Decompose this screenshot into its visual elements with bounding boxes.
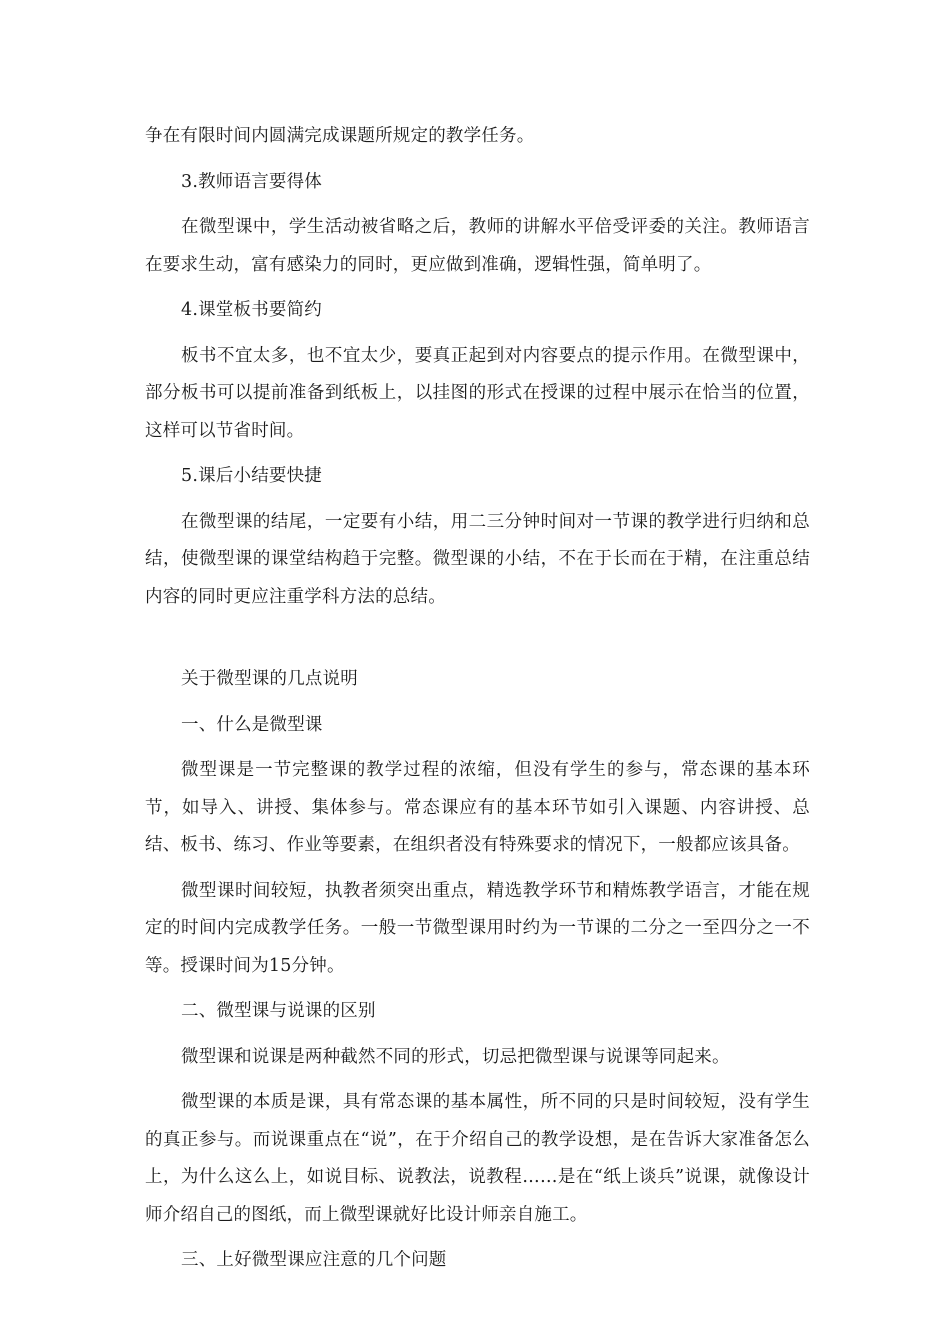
paragraph-what-is-2: 微型课时间较短，执教者须突出重点，精选教学环节和精炼教学语言，才能在规定的时间内完成教学任务。一般一节微型课用时约为一节课的二分之一至四分之一不等。授课时间为15分钟。 — [145, 880, 810, 976]
article-title: 关于微型课的几点说明 — [181, 669, 358, 689]
section-heading-blackboard: 4.课堂板书要简约 — [181, 300, 322, 320]
section-heading-what-is: 一、什么是微型课 — [181, 714, 323, 735]
section-heading-summary: 5.课后小结要快捷 — [181, 466, 322, 486]
paragraph-difference-2: 微型课的本质是课，具有常态课的基本属性，所不同的只是时间较短，没有学生的真正参与。而说课重点在“说”，在于介绍自己的教学设想，是在告诉大家准备怎么上，为什么这么上，如说目标、说教法，说教程……是在“纸上谈兵”说课，就像设计师介绍自己的图纸，而上微型课就好比设计师亲自施工。 — [145, 1092, 810, 1225]
document-page — [145, 118, 810, 1280]
paragraph-difference-1: 微型课和说课是两种截然不同的形式，切忌把微型课与说课等同起来。 — [181, 1046, 730, 1067]
section-heading-difference: 二、微型课与说课的区别 — [181, 1001, 376, 1021]
paragraph-blackboard: 板书不宜太多，也不宜太少，要真正起到对内容要点的提示作用。在微型课中，部分板书可以提前准备到纸板上，以挂图的形式在授课的过程中展示在恰当的位置，这样可以节省时间。 — [145, 345, 810, 441]
paragraph-continuation: 争在有限时间内圆满完成课题所规定的教学任务。 — [145, 126, 535, 146]
section-heading-notes: 三、上好微型课应注意的几个问题 — [181, 1250, 447, 1270]
paragraph-what-is-1: 微型课是一节完整课的教学过程的浓缩，但没有学生的参与，常态课的基本环节，如导入、讲授、集体参与。常态课应有的基本环节如引入课题、内容讲授、总结、板书、练习、作业等要素，在组织者没有特殊要求的情况下，一般都应该具备。 — [145, 760, 810, 855]
blank-spacer — [145, 616, 810, 653]
section-heading-teacher-language: 3.教师语言要得体 — [181, 171, 322, 192]
paragraph-teacher-language: 在微型课中，学生活动被省略之后，教师的讲解水平倍受评委的关注。教师语言在要求生动，富有感染力的同时，更应做到准确，逻辑性强，简单明了。 — [145, 217, 810, 275]
paragraph-summary: 在微型课的结尾，一定要有小结，用二三分钟时间对一节课的教学进行归纳和总结，使微型课的课堂结构趋于完整。微型课的小结，不在于长而在于精，在注重总结内容的同时更应注重学科方法的总结。 — [145, 511, 810, 607]
